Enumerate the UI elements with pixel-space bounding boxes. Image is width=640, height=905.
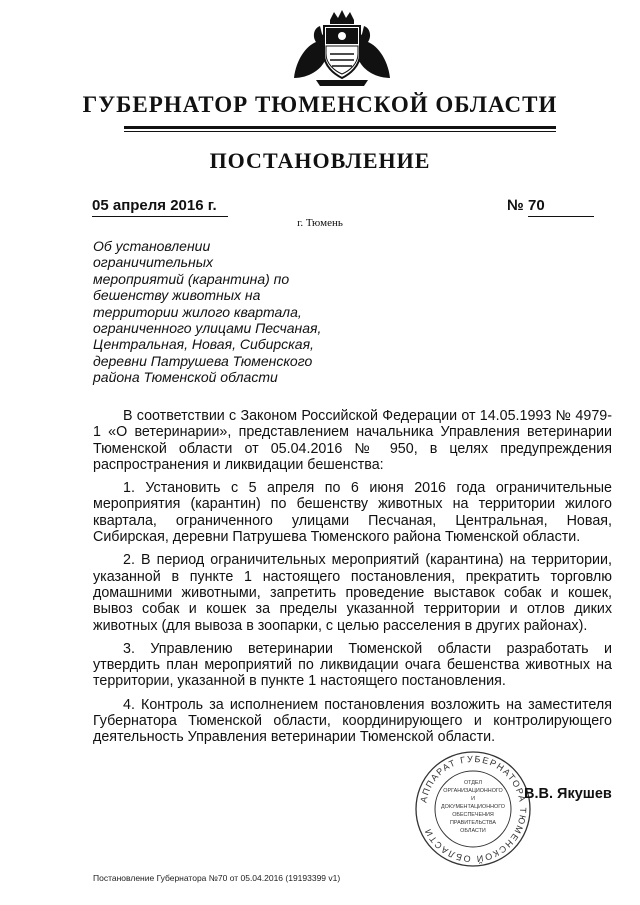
preamble-paragraph: В соответствии с Законом Российской Федерации от 14.05.1993 № 4979-1 «О ветеринарии», представлением начальника Управления ветеринарии Тюменской области от 05.04.2016 № 950, в целях предупреждения распространения и ликвидации бешенства: bbox=[93, 408, 612, 473]
document-city: г. Тюмень bbox=[297, 217, 343, 229]
subject-line: Центральная, Новая, Сибирская, bbox=[93, 336, 314, 353]
document-footer: Постановление Губернатора №70 от 05.04.2016 (19193399 v1) bbox=[93, 873, 341, 883]
stamp-center-line: И bbox=[471, 796, 475, 802]
stamp-center-line: ОБЕСПЕЧЕНИЯ bbox=[452, 812, 494, 818]
document-number-sign: № bbox=[507, 197, 524, 214]
document-subject bbox=[93, 238, 333, 386]
header-rule-thin bbox=[124, 131, 556, 132]
subject-line: ограниченного улицами Песчаная, bbox=[93, 320, 322, 337]
stamp-ring-text: АППАРАТ ГУБЕРНАТОРА ТЮМЕНСКОЙ ОБЛАСТИ bbox=[418, 753, 529, 865]
stamp-center-line: ДОКУМЕНТАЦИОННОГО bbox=[441, 804, 505, 810]
subject-line: деревни Патрушева Тюменского bbox=[93, 352, 313, 369]
document-body bbox=[93, 408, 612, 753]
document-type-title: ПОСТАНОВЛЕНИЕ bbox=[209, 148, 431, 173]
stamp-center-line: ПРАВИТЕЛЬСТВА bbox=[449, 820, 497, 826]
subject-line: территории жилого квартала, bbox=[93, 303, 302, 320]
document-date: 05 апреля 2016 г. bbox=[92, 197, 228, 217]
official-stamp bbox=[413, 749, 533, 869]
header-rule-thick bbox=[124, 126, 556, 129]
item-paragraph-4: 4. Контроль за исполнением постановления возложить на заместителя Губернатора Тюменской области, координирующего и контролирующего деятельность Управления ветеринарии Тюменской области. bbox=[93, 696, 612, 746]
document-number: 70 bbox=[528, 197, 594, 217]
subject-line: Об установлении ограничительных bbox=[93, 238, 214, 271]
signatory-name: В.В. Якушев bbox=[524, 786, 612, 802]
subject-line: бешенству животных на bbox=[93, 287, 261, 304]
item-paragraph-3: 3. Управлению ветеринарии Тюменской области разработать и утвердить план мероприятий по ликвидации очага бешенства животных на территории, указанной в пункте 1 настоящего постановления. bbox=[93, 640, 612, 690]
stamp-center-line: ОТДЕЛ bbox=[463, 780, 483, 786]
item-paragraph-1: 1. Установить с 5 апреля по 6 июня 2016 года ограничительные мероприятия (карантин) по бешенству животных на территории жилого квартала, ограниченного улицами Песчаная, Центральная, Новая, Сибирская, деревни Патрушева Тюменского района Тюменской области. bbox=[93, 480, 612, 546]
stamp-center-line: ОБЛАСТИ bbox=[460, 828, 486, 834]
stamp-center-line: ОРГАНИЗАЦИОННОГО bbox=[443, 788, 503, 794]
subject-line: мероприятий (карантина) по bbox=[93, 270, 290, 287]
issuing-authority: ГУБЕРНАТОР ТЮМЕНСКОЙ ОБЛАСТИ bbox=[82, 92, 558, 117]
coat-of-arms-emblem bbox=[286, 8, 398, 88]
subject-line: района Тюменской области bbox=[93, 369, 278, 386]
item-paragraph-2: 2. В период ограничительных мероприятий (карантина) на территории, указанной в пункте 1 настоящего постановления, прекратить торговлю домашними животными, запретить проведение выставок собак и кошек, вывоз собак и кошек за пределы указанной территории и отлов диких животных (для вывоза в зоопарки, с целью расселения в других районах). bbox=[93, 552, 612, 634]
